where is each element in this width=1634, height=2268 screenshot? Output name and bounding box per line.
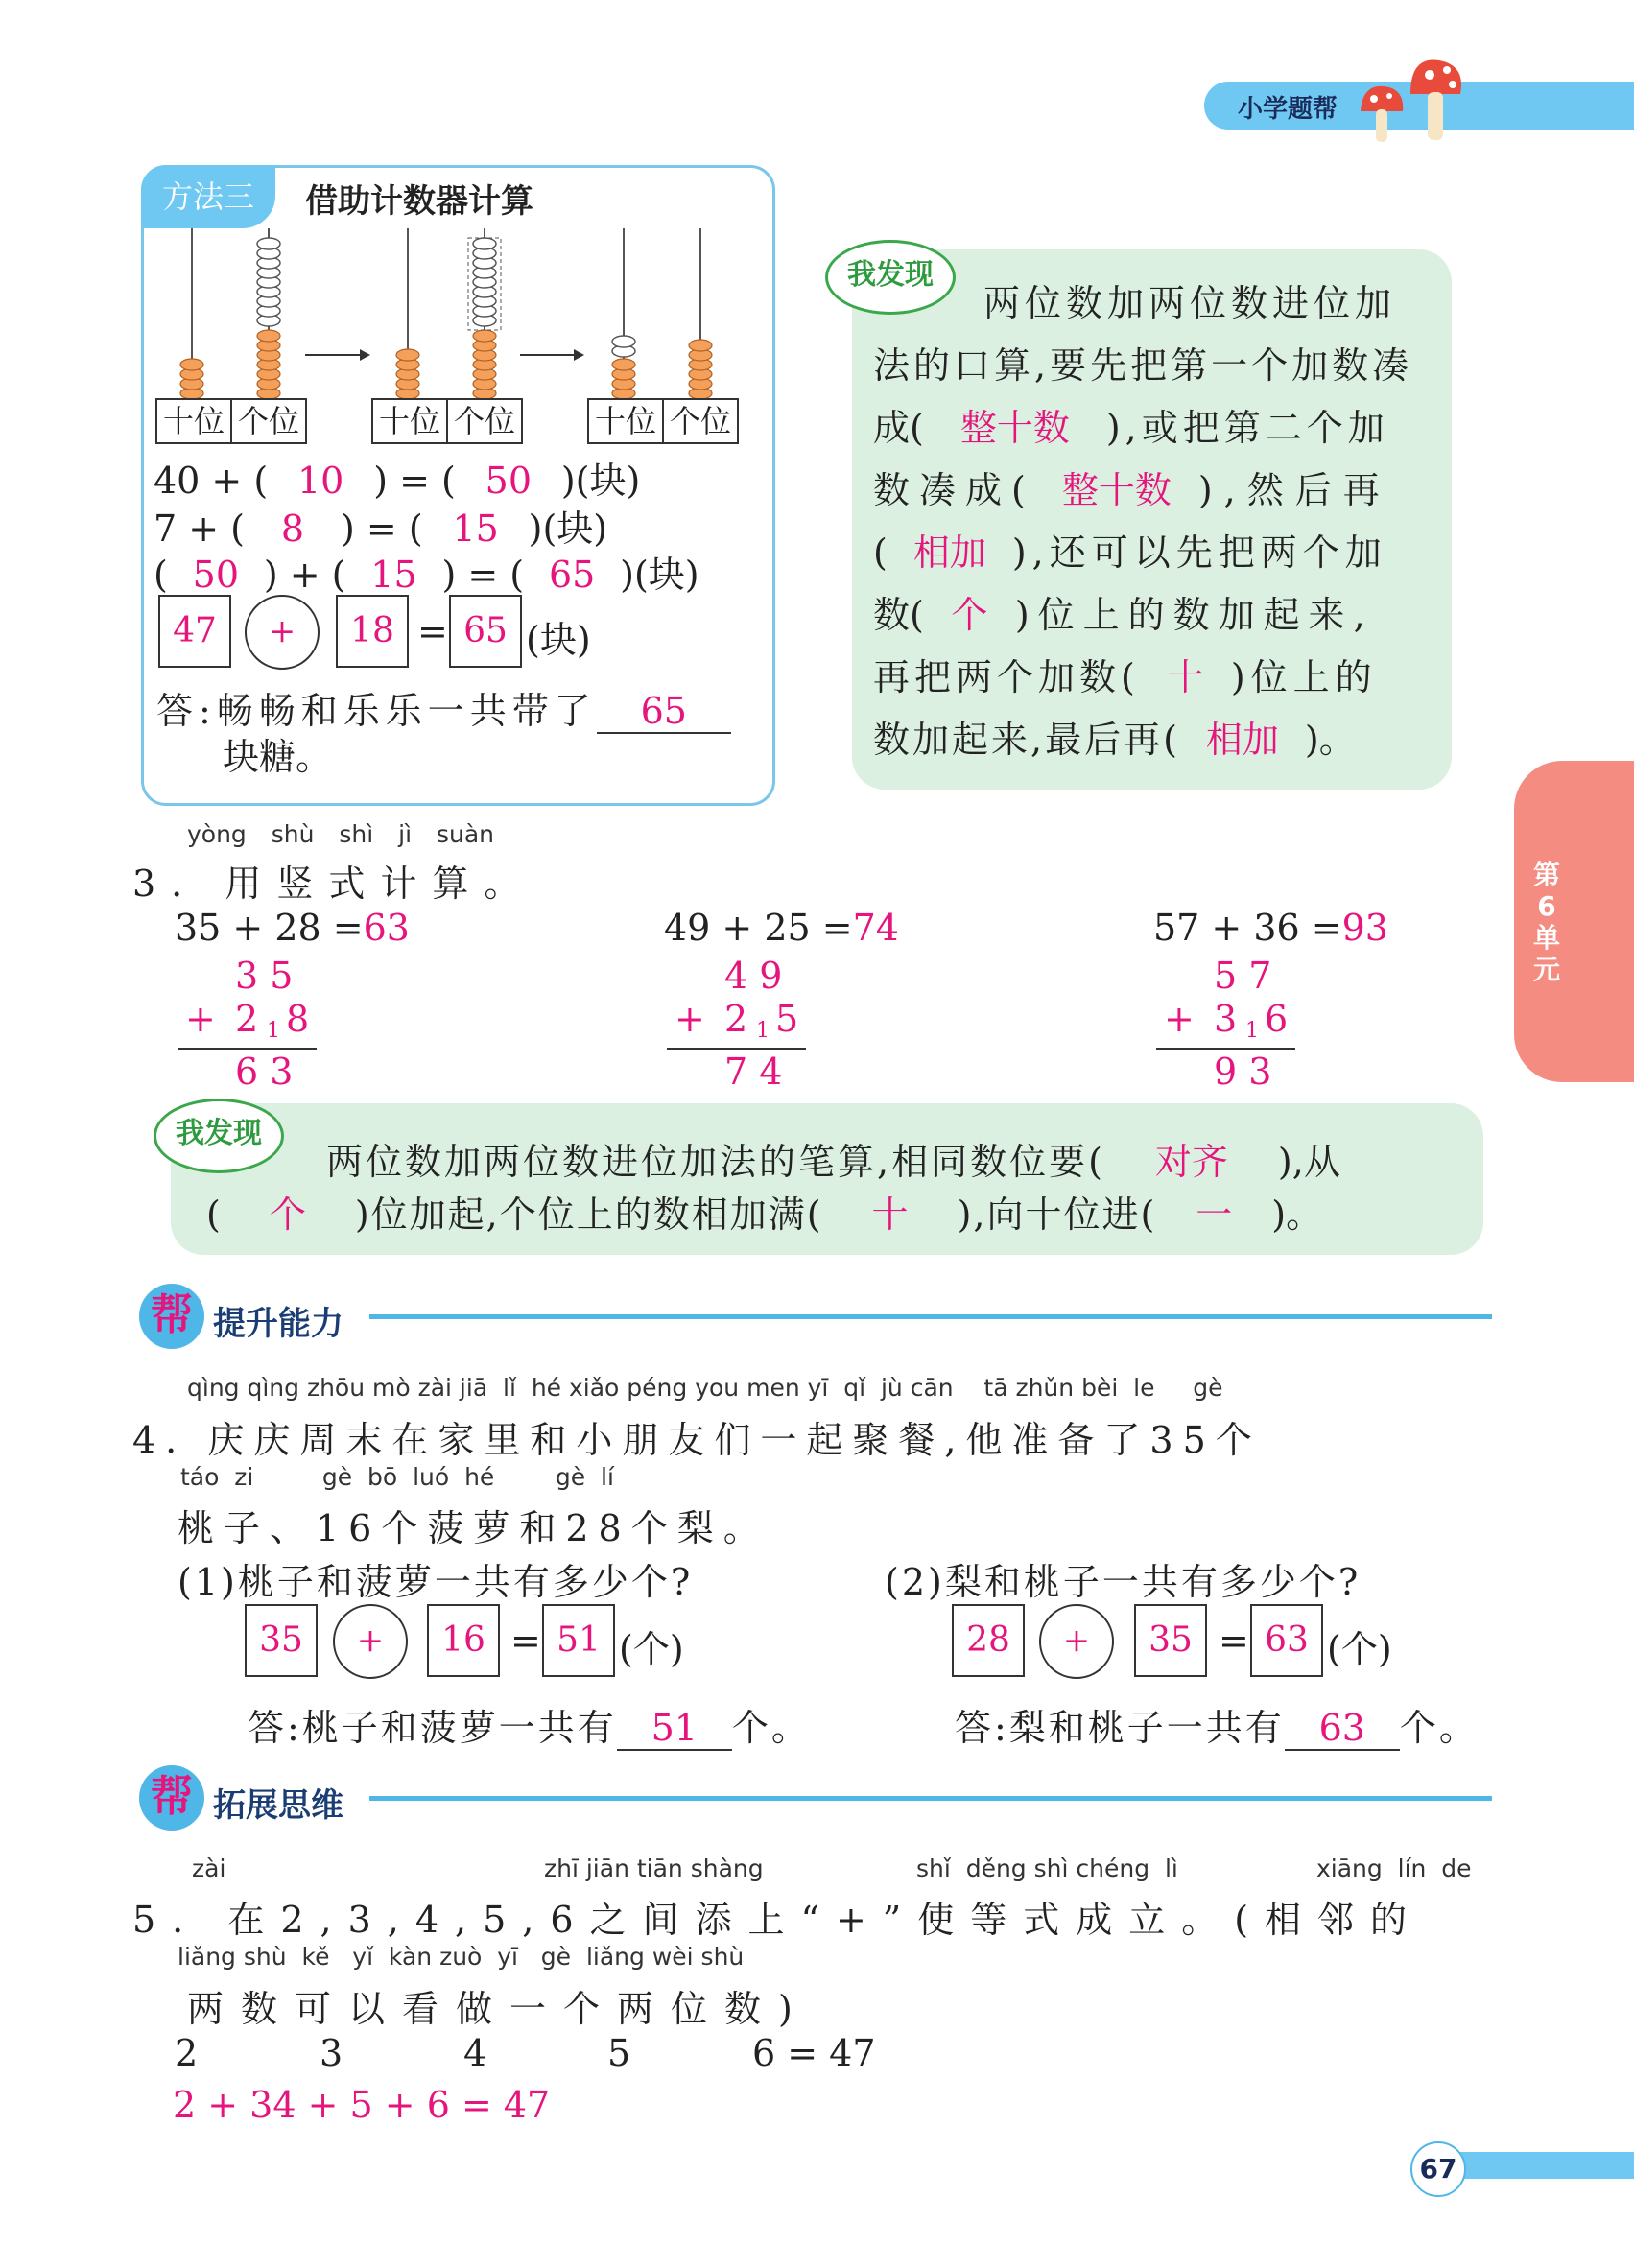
answer-box: 28 xyxy=(952,1604,1025,1677)
vertical-carry: 1 xyxy=(267,1019,280,1043)
section-title: 提升能力 xyxy=(213,1305,343,1343)
page-number: 67 xyxy=(1410,2141,1466,2197)
method-line-3: ( 50 ) + ( 15 ) = ( 65 )(块) xyxy=(154,554,699,596)
q5-pinyin: zhī jiān tiān shàng xyxy=(544,1855,764,1882)
operator-circle: + xyxy=(1039,1604,1114,1679)
discovery-badge-2: 我发现 xyxy=(154,1099,284,1173)
q3-pinyin: yòng shù shì jì suàn xyxy=(187,820,494,848)
q3-title: 3. 用竖式计算。 xyxy=(132,862,536,905)
method-tag: 方法三 xyxy=(141,165,275,228)
section-icon: 帮 xyxy=(139,1765,204,1831)
abacus-illustration xyxy=(154,221,758,403)
section-title: 拓展思维 xyxy=(213,1786,343,1825)
abacus-label-1: 十位 个位 xyxy=(155,398,307,444)
answer-box: 63 xyxy=(1250,1604,1323,1677)
discovery-1-line: 法的口算,要先把第一个加数凑 xyxy=(873,344,1413,387)
vertical-bottom-ones: 5 xyxy=(775,998,799,1040)
discovery-1-line: 数( 个 )位上的数加起来, xyxy=(873,594,1374,636)
vertical-line xyxy=(667,1048,806,1050)
vertical-op: + xyxy=(185,998,216,1040)
answer-box: 65 xyxy=(449,595,522,668)
discovery-1-line: 数凑成( 整十数 ),然后再 xyxy=(873,469,1391,511)
discovery-box-1 xyxy=(852,249,1452,790)
q5-pinyin: liǎng shù kě yǐ kàn zuò yī gè liǎng wèi shù xyxy=(178,1943,745,1971)
discovery-1-line: 两位数加两位数进位加 xyxy=(983,282,1397,324)
vertical-bottom-ones: 6 xyxy=(1265,998,1289,1040)
section-divider xyxy=(369,1796,1492,1801)
method-line-2: 7 + ( 8 ) = ( 15 )(块) xyxy=(154,508,608,550)
unit-label: (块) xyxy=(526,619,591,661)
q4-pinyin: qìng qìng zhōu mò zài jiā lǐ hé xiǎo péng you men yī qǐ jù cān tā zhǔn bèi le gè xyxy=(187,1374,1223,1402)
q4-line: 4. 庆庆周末在家里和小朋友们一起聚餐,他准备了35个 xyxy=(132,1419,1262,1461)
vertical-result: 9 3 xyxy=(1214,1051,1272,1093)
q5-digit: 2 xyxy=(175,2032,199,2074)
vertical-result: 7 4 xyxy=(724,1051,783,1093)
vertical-carry: 1 xyxy=(1245,1019,1259,1043)
vertical-top: 5 7 xyxy=(1214,955,1272,997)
q5-digit: 4 xyxy=(463,2032,487,2074)
discovery-2-line: ( 个 )位加起,个位上的数相加满( 十 ),向十位进( 一 )。 xyxy=(206,1193,1323,1236)
discovery-2-line: 两位数加两位数进位加法的笔算,相同数位要( 对齐 ),从 xyxy=(326,1141,1340,1183)
answer-box: 51 xyxy=(542,1604,615,1677)
discovery-1-line: 数加起来,最后再( 相加 )。 xyxy=(873,719,1356,761)
q5-pinyin: xiāng lín de xyxy=(1316,1855,1472,1882)
vertical-op: + xyxy=(1164,998,1195,1040)
q5-digit: 5 xyxy=(607,2032,631,2074)
equals-sign: = xyxy=(1219,1619,1249,1662)
q4-sub1-question: (1)桃子和菠萝一共有多少个? xyxy=(178,1561,694,1603)
method-answer: 答:畅畅和乐乐一共带了 65 xyxy=(156,681,731,734)
q3-expr-1: 35 + 28 =63 xyxy=(175,907,410,949)
vertical-result: 6 3 xyxy=(235,1051,294,1093)
q4-sub2-answer: 答:梨和桃子一共有 63 个。 xyxy=(955,1707,1479,1749)
discovery-1-line: 成( 整十数 ),或把第二个加 xyxy=(873,407,1389,449)
vertical-line xyxy=(1156,1048,1295,1050)
q4-line: 桃子、16个菠萝和28个梨。 xyxy=(178,1507,770,1549)
abacus-label-2: 十位 个位 xyxy=(371,398,523,444)
discovery-badge-1: 我发现 xyxy=(825,240,956,315)
equals-sign: = xyxy=(510,1619,541,1662)
vertical-carry: 1 xyxy=(756,1019,770,1043)
q5-line: 两数可以看做一个两位数) xyxy=(187,1988,810,2030)
vertical-bottom-tens: 3 xyxy=(1214,998,1238,1040)
q3-expr-3: 57 + 36 =93 xyxy=(1153,907,1388,949)
discovery-1-line: 再把两个加数( 十 )位上的 xyxy=(873,656,1378,698)
vertical-top: 4 9 xyxy=(724,955,783,997)
operator-circle: + xyxy=(333,1604,408,1679)
section-icon: 帮 xyxy=(139,1284,204,1349)
q5-answer: 2 + 34 + 5 + 6 = 47 xyxy=(173,2084,551,2126)
operator-circle: + xyxy=(245,595,320,670)
answer-box: 18 xyxy=(336,595,409,668)
q5-pinyin: zài xyxy=(192,1855,226,1882)
vertical-bottom-tens: 2 xyxy=(724,998,748,1040)
q4-sub1-answer: 答:桃子和菠萝一共有 51 个。 xyxy=(248,1707,811,1749)
method-answer-end: 块糖。 xyxy=(223,736,333,778)
vertical-bottom-tens: 2 xyxy=(235,998,259,1040)
unit-label: (个) xyxy=(619,1628,684,1670)
answer-box: 35 xyxy=(245,1604,318,1677)
q4-sub2-question: (2)梨和桃子一共有多少个? xyxy=(885,1561,1362,1603)
discovery-1-line: ( 相加 ),还可以先把两个加 xyxy=(873,532,1387,574)
abacus-label-3: 十位 个位 xyxy=(587,398,739,444)
vertical-op: + xyxy=(675,998,705,1040)
vertical-bottom-ones: 8 xyxy=(286,998,310,1040)
unit-side-tab-label: 第6单元 xyxy=(1532,859,1560,985)
vertical-line xyxy=(178,1048,317,1050)
unit-label: (个) xyxy=(1327,1628,1392,1670)
brand-title: 小学题帮 xyxy=(1238,95,1338,124)
method-title: 借助计数器计算 xyxy=(305,182,533,221)
answer-box: 16 xyxy=(427,1604,500,1677)
q5-line: 5. 在2,3,4,5,6之间添上“+”使等式成立。(相邻的 xyxy=(132,1899,1424,1941)
answer-box: 47 xyxy=(158,595,231,668)
q5-digit: 6 = 47 xyxy=(752,2032,876,2074)
q4-pinyin: táo zi gè bō luó hé gè lí xyxy=(180,1463,614,1491)
q3-expr-2: 49 + 25 =74 xyxy=(664,907,899,949)
q5-digit: 3 xyxy=(320,2032,343,2074)
method-line-1: 40 + ( 10 ) = ( 50 )(块) xyxy=(154,460,641,502)
equals-sign: = xyxy=(417,610,448,652)
mushroom-icon xyxy=(1353,56,1463,147)
answer-box: 35 xyxy=(1134,1604,1207,1677)
q5-pinyin: shǐ děng shì chéng lì xyxy=(916,1855,1178,1882)
vertical-top: 3 5 xyxy=(235,955,294,997)
section-divider xyxy=(369,1314,1492,1319)
